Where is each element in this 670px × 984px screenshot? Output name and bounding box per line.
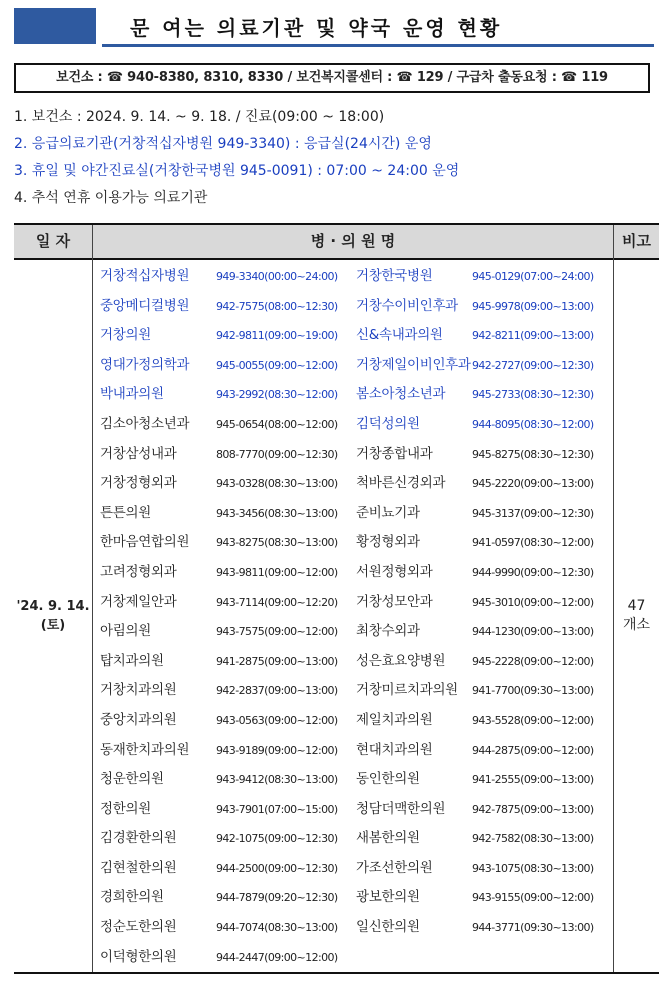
title-accent-block xyxy=(14,8,96,44)
table-row xyxy=(100,617,612,647)
contact-bar: 보건소 : ☎ 940-8380, 8310, 8330 / 보건복지콜센터 : ☎ 129 / 구급차 출동요청 : ☎ 119 xyxy=(14,63,650,93)
clinic-name: 거창치과의원 xyxy=(100,682,177,699)
clinic-name: 김현철한의원 xyxy=(100,859,177,876)
clinic-name: 성은효요양병원 xyxy=(356,652,446,669)
clinic-phone: 942-8211(09:00~13:00) xyxy=(472,329,594,343)
table-row xyxy=(100,440,612,470)
clinic-phone: 941-7700(09:30~13:00) xyxy=(472,684,594,698)
clinic-name: 거창정형외과 xyxy=(100,475,177,492)
table-row xyxy=(100,558,612,588)
clinic-phone: 941-2875(09:00~13:00) xyxy=(216,654,338,668)
clinic-name: 황정형외과 xyxy=(356,534,420,551)
clinic-table xyxy=(14,223,659,974)
notes-list xyxy=(14,104,654,212)
clinic-name: 거창제일안과 xyxy=(100,593,177,610)
clinic-name: 거창종합내과 xyxy=(356,445,433,462)
clinic-phone: 945-3010(09:00~12:00) xyxy=(472,595,594,609)
clinic-name: 김덕성의원 xyxy=(356,415,420,432)
clinic-phone: 943-9811(09:00~12:00) xyxy=(216,565,338,579)
table-row xyxy=(100,795,612,825)
clinic-name: 거창의원 xyxy=(100,327,151,344)
clinic-phone: 942-2837(09:00~13:00) xyxy=(216,684,338,698)
column-divider xyxy=(92,225,93,972)
clinic-name: 척바른신경외과 xyxy=(356,475,446,492)
date-text: '24. 9. 14. xyxy=(16,599,90,614)
clinic-name: 김소아청소년과 xyxy=(100,415,190,432)
note-item: 4. 추석 연휴 이용가능 의료기관 xyxy=(14,190,208,206)
table-row xyxy=(100,647,612,677)
table-row xyxy=(100,913,612,943)
clinic-phone: 944-2447(09:00~12:00) xyxy=(216,950,338,964)
clinic-phone: 943-1075(08:30~13:00) xyxy=(472,861,594,875)
clinic-name: 일신한의원 xyxy=(356,919,420,936)
clinic-name: 거창삼성내과 xyxy=(100,445,177,462)
clinic-phone: 941-2555(09:00~13:00) xyxy=(472,773,594,787)
clinic-phone: 808-7770(09:00~12:30) xyxy=(216,447,338,461)
clinic-phone: 942-7575(08:00~12:30) xyxy=(216,299,338,313)
clinic-phone: 944-2500(09:00~12:30) xyxy=(216,861,338,875)
clinic-name: 튼튼의원 xyxy=(100,504,151,521)
note-cell xyxy=(614,260,659,972)
clinic-name: 새봄한의원 xyxy=(356,830,420,847)
clinic-phone: 943-0328(08:30~13:00) xyxy=(216,477,338,491)
clinic-name: 청담더맥한의원 xyxy=(356,800,446,817)
clinic-phone: 942-7875(09:00~13:00) xyxy=(472,802,594,816)
clinic-phone: 943-3456(08:30~13:00) xyxy=(216,506,338,520)
weekday-text: (토) xyxy=(40,618,66,633)
clinic-name: 거창성모안과 xyxy=(356,593,433,610)
clinic-name: 거창제일이비인후과 xyxy=(356,356,471,373)
clinic-name: 광보한의원 xyxy=(356,889,420,906)
clinic-name: 탑치과의원 xyxy=(100,652,164,669)
clinic-phone: 941-0597(08:30~12:00) xyxy=(472,536,594,550)
table-row xyxy=(100,736,612,766)
clinic-phone: 943-8275(08:30~13:00) xyxy=(216,536,338,550)
clinic-name: 거창적십자병원 xyxy=(100,268,190,284)
clinic-name: 동재한치과의원 xyxy=(100,741,190,758)
clinic-name: 동인한의원 xyxy=(356,771,420,788)
table-row xyxy=(100,676,612,706)
clinic-name: 김경환한의원 xyxy=(100,830,177,847)
page-title: 문 여는 의료기관 및 약국 운영 현황 xyxy=(130,16,503,40)
clinic-name: 최창수외과 xyxy=(356,623,420,640)
clinic-name: 신&속내과의원 xyxy=(356,327,443,344)
clinic-phone: 945-0129(07:00~24:00) xyxy=(472,270,594,283)
clinic-name: 중앙치과의원 xyxy=(100,711,177,728)
date-cell xyxy=(14,260,92,972)
note-item: 2. 응급의료기관(거창적십자병원 949-3340) : 응급실(24시간) 운영 xyxy=(14,136,432,152)
clinic-phone: 943-9412(08:30~13:00) xyxy=(216,773,338,787)
clinic-name: 경희한의원 xyxy=(100,889,164,906)
clinic-phone: 942-7582(08:30~13:00) xyxy=(472,832,594,846)
table-row xyxy=(100,410,612,440)
clinic-phone: 944-7879(09:20~12:30) xyxy=(216,891,338,905)
clinic-phone: 943-7114(09:00~12:20) xyxy=(216,595,338,609)
clinic-name: 박내과의원 xyxy=(100,386,164,403)
clinic-name: 영대가정의학과 xyxy=(100,356,190,373)
table-row xyxy=(100,528,612,558)
clinic-name: 이덕형한의원 xyxy=(100,948,177,965)
clinic-phone: 943-7575(09:00~12:00) xyxy=(216,625,338,639)
clinic-phone: 943-2992(08:30~12:00) xyxy=(216,388,338,402)
table-row xyxy=(100,262,612,292)
title-box xyxy=(102,8,654,47)
clinic-name: 정한의원 xyxy=(100,800,151,817)
clinic-phone: 944-7074(08:30~13:00) xyxy=(216,921,338,935)
note-item: 1. 보건소 : 2024. 9. 14. ~ 9. 18. / 진료(09:00 ~ 18:00) xyxy=(14,109,385,125)
clinic-phone: 945-8275(08:30~12:30) xyxy=(472,447,594,461)
clinic-phone: 945-0055(09:00~12:00) xyxy=(216,358,338,372)
note-item: 3. 휴일 및 야간진료실(거창한국병원 945-0091) : 07:00 ~ 24:00 운영 xyxy=(14,163,460,179)
clinic-name: 중앙메디컬병원 xyxy=(100,297,190,314)
header-date: 일 자 xyxy=(35,232,71,250)
clinic-name: 봄소아청소년과 xyxy=(356,386,446,403)
clinic-phone: 945-0654(08:00~12:00) xyxy=(216,417,338,431)
table-row xyxy=(100,824,612,854)
clinic-phone: 944-1230(09:00~13:00) xyxy=(472,625,594,639)
table-row xyxy=(100,943,612,973)
table-row xyxy=(100,499,612,529)
clinic-name: 서원정형외과 xyxy=(356,563,433,580)
clinic-name: 거창수이비인후과 xyxy=(356,297,458,314)
clinic-phone: 945-3137(09:00~12:30) xyxy=(472,506,594,520)
clinic-name: 정순도한의원 xyxy=(100,919,177,936)
clinic-name: 청운한의원 xyxy=(100,771,164,788)
table-row xyxy=(100,588,612,618)
table-header xyxy=(14,225,659,260)
title-banner xyxy=(14,8,654,46)
clinic-name: 제일치과의원 xyxy=(356,711,433,728)
clinic-name: 거창미르치과의원 xyxy=(356,682,458,699)
table-row xyxy=(100,883,612,913)
clinic-rows xyxy=(100,262,612,972)
clinic-phone: 943-0563(09:00~12:00) xyxy=(216,713,338,727)
table-row xyxy=(100,292,612,322)
clinic-phone: 942-9811(09:00~19:00) xyxy=(216,329,338,343)
clinic-phone: 945-2733(08:30~12:30) xyxy=(472,388,594,402)
clinic-phone: 944-8095(08:30~12:00) xyxy=(472,417,594,431)
header-note: 비고 xyxy=(622,232,651,250)
clinic-name: 현대치과의원 xyxy=(356,741,433,758)
clinic-phone: 949-3340(00:00~24:00) xyxy=(216,270,338,283)
clinic-name: 준비뇨기과 xyxy=(356,504,420,521)
table-row xyxy=(100,351,612,381)
count-unit: 개소 xyxy=(622,617,651,633)
table-row xyxy=(100,854,612,884)
clinic-phone: 945-2220(09:00~13:00) xyxy=(472,477,594,491)
clinic-phone: 945-2228(09:00~12:00) xyxy=(472,654,594,668)
clinic-phone: 944-3771(09:30~13:00) xyxy=(472,921,594,935)
clinic-phone: 943-9189(09:00~12:00) xyxy=(216,743,338,757)
clinic-name: 한마음연합의원 xyxy=(100,534,190,551)
clinic-phone: 944-2875(09:00~12:00) xyxy=(472,743,594,757)
clinic-name: 가조선한의원 xyxy=(356,859,433,876)
clinic-name: 아림의원 xyxy=(100,623,151,640)
clinic-name: 거창한국병원 xyxy=(356,268,433,284)
count-value: 47 xyxy=(627,598,646,614)
clinic-name: 고려정형외과 xyxy=(100,563,177,580)
header-name: 병 · 의 원 명 xyxy=(310,232,396,250)
table-row xyxy=(100,706,612,736)
clinic-phone: 945-9978(09:00~13:00) xyxy=(472,299,594,313)
clinic-phone: 943-9155(09:00~12:00) xyxy=(472,891,594,905)
clinic-phone: 944-9990(09:00~12:30) xyxy=(472,565,594,579)
table-row xyxy=(100,469,612,499)
clinic-phone: 942-2727(09:00~12:30) xyxy=(472,358,594,372)
clinic-phone: 943-5528(09:00~12:00) xyxy=(472,713,594,727)
table-row xyxy=(100,321,612,351)
table-row xyxy=(100,765,612,795)
clinic-phone: 943-7901(07:00~15:00) xyxy=(216,802,338,816)
table-row xyxy=(100,380,612,410)
clinic-phone: 942-1075(09:00~12:30) xyxy=(216,832,338,846)
